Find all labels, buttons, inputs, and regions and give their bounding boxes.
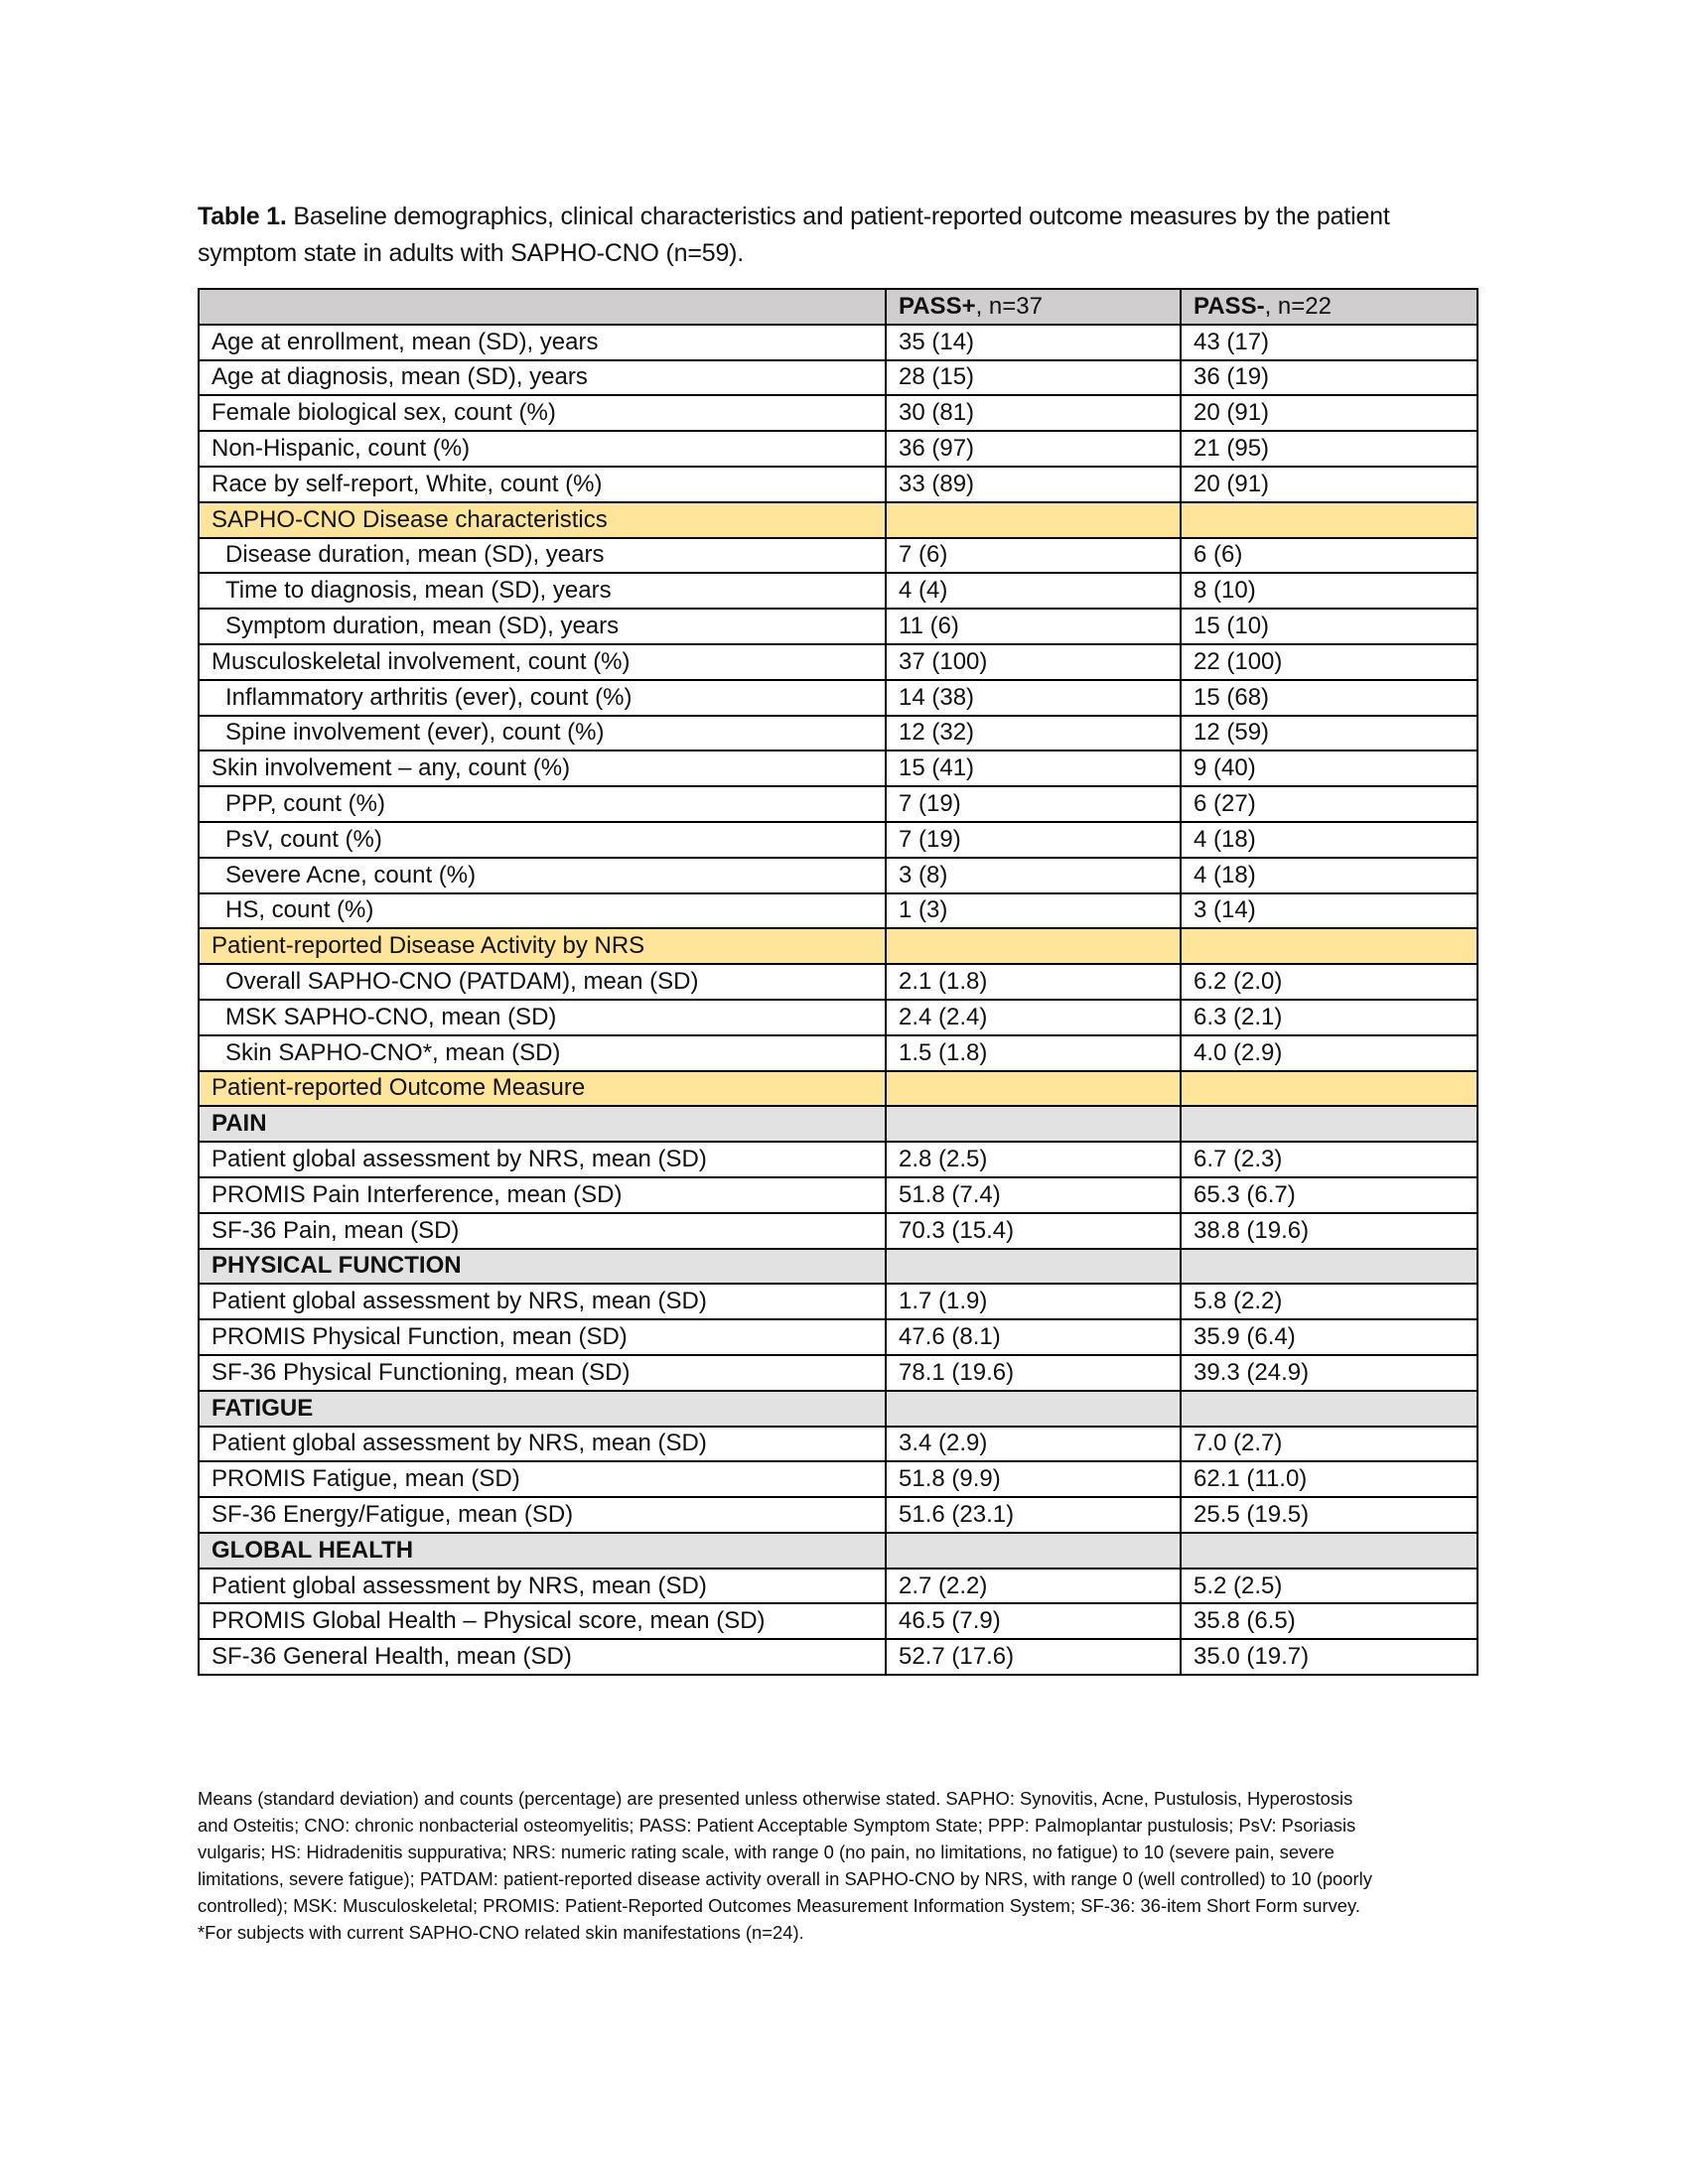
pass-neg-cell <box>1181 502 1477 538</box>
pass-pos-cell: 52.7 (17.6) <box>886 1639 1181 1675</box>
pass-pos-cell: 30 (81) <box>886 395 1181 431</box>
row-label-cell: SF-36 Energy/Fatigue, mean (SD) <box>199 1497 886 1533</box>
row-label-cell: Inflammatory arthritis (ever), count (%) <box>199 680 886 716</box>
row-label-cell: FATIGUE <box>199 1391 886 1427</box>
row-label-cell: GLOBAL HEALTH <box>199 1533 886 1569</box>
pass-neg-cell <box>1181 1106 1477 1142</box>
section-header-row <box>199 502 1477 538</box>
header-cell-pass-pos <box>886 289 1181 325</box>
table-row <box>199 573 1477 609</box>
row-label-cell: Female biological sex, count (%) <box>199 395 886 431</box>
pass-neg-cell: 4.0 (2.9) <box>1181 1035 1477 1071</box>
pass-neg-cell: 15 (68) <box>1181 680 1477 716</box>
row-label-cell: SF-36 Physical Functioning, mean (SD) <box>199 1355 886 1391</box>
pass-pos-cell <box>886 1533 1181 1569</box>
table-row <box>199 680 1477 716</box>
pass-pos-cell <box>886 1249 1181 1285</box>
row-label-cell: Patient global assessment by NRS, mean (SD) <box>199 1142 886 1177</box>
footnote-line: vulgaris; HS: Hidradenitis suppurativa; NRS: numeric rating scale, with range 0 (no pain, no limitations, no fatigue) to 10 (severe pain, severe <box>198 1842 1335 1862</box>
table-row <box>199 360 1477 396</box>
pass-pos-cell: 4 (4) <box>886 573 1181 609</box>
pass-pos-cell <box>886 1391 1181 1427</box>
caption-text: Baseline demographics, clinical characteristics and patient-reported outcome measures by the patient symptom state in adults with SAPHO-CNO (n=59). <box>198 203 1390 267</box>
row-label-cell: HS, count (%) <box>199 893 886 929</box>
table-row <box>199 609 1477 644</box>
header-pass-pos-n: , n=37 <box>975 292 1043 320</box>
pass-pos-cell: 14 (38) <box>886 680 1181 716</box>
table-row <box>199 1142 1477 1177</box>
pass-pos-cell: 12 (32) <box>886 716 1181 751</box>
pass-neg-cell: 21 (95) <box>1181 431 1477 467</box>
row-label-cell: Overall SAPHO-CNO (PATDAM), mean (SD) <box>199 964 886 1000</box>
pass-neg-cell: 20 (91) <box>1181 467 1477 502</box>
row-label-cell: Patient global assessment by NRS, mean (SD) <box>199 1569 886 1604</box>
footnote-line: and Osteitis; CNO: chronic nonbacterial osteomyelitis; PASS: Patient Acceptable Symptom State; PPP: Palmoplantar pustulosis; PsV: Psoriasis <box>198 1815 1356 1836</box>
pass-neg-cell: 12 (59) <box>1181 716 1477 751</box>
pass-neg-cell: 35.0 (19.7) <box>1181 1639 1477 1675</box>
table-row <box>199 1639 1477 1675</box>
pass-neg-cell: 35.8 (6.5) <box>1181 1603 1477 1639</box>
row-label-cell: Non-Hispanic, count (%) <box>199 431 886 467</box>
pass-neg-cell <box>1181 1533 1477 1569</box>
pass-pos-cell: 3 (8) <box>886 858 1181 893</box>
pass-pos-cell: 2.1 (1.8) <box>886 964 1181 1000</box>
pass-neg-cell: 6 (27) <box>1181 786 1477 822</box>
caption-label: Table 1. <box>198 203 287 230</box>
table-row <box>199 1497 1477 1533</box>
footnote-line: *For subjects with current SAPHO-CNO related skin manifestations (n=24). <box>198 1922 804 1943</box>
table-row <box>199 1035 1477 1071</box>
table-body <box>199 289 1477 1675</box>
pass-neg-cell: 4 (18) <box>1181 858 1477 893</box>
pass-pos-cell: 7 (6) <box>886 538 1181 574</box>
group-header-row <box>199 1106 1477 1142</box>
row-label-cell: MSK SAPHO-CNO, mean (SD) <box>199 1000 886 1035</box>
pass-neg-cell: 6.3 (2.1) <box>1181 1000 1477 1035</box>
table-row <box>199 751 1477 786</box>
row-label-cell: PsV, count (%) <box>199 822 886 858</box>
table-row <box>199 325 1477 360</box>
pass-pos-cell: 2.4 (2.4) <box>886 1000 1181 1035</box>
pass-pos-cell <box>886 1106 1181 1142</box>
header-pass-pos-bold: PASS+ <box>899 292 976 320</box>
pass-pos-cell: 7 (19) <box>886 786 1181 822</box>
header-cell-pass-neg <box>1181 289 1477 325</box>
group-header-row <box>199 1391 1477 1427</box>
pass-neg-cell: 6 (6) <box>1181 538 1477 574</box>
pass-pos-cell: 28 (15) <box>886 360 1181 396</box>
footnote-line: Means (standard deviation) and counts (percentage) are presented unless otherwise stated. SAPHO: Synovitis, Acne, Pustulosis, Hyperostosis <box>198 1788 1353 1809</box>
pass-neg-cell: 5.8 (2.2) <box>1181 1284 1477 1319</box>
table-row <box>199 1177 1477 1213</box>
footnote-line: controlled); MSK: Musculoskeletal; PROMIS: Patient-Reported Outcomes Measurement Information System; SF-36: 36-item Short Form survey. <box>198 1895 1360 1916</box>
table-row <box>199 431 1477 467</box>
pass-neg-cell: 9 (40) <box>1181 751 1477 786</box>
row-label-cell: SF-36 General Health, mean (SD) <box>199 1639 886 1675</box>
table-row <box>199 786 1477 822</box>
table-caption <box>198 199 1478 272</box>
pass-pos-cell: 15 (41) <box>886 751 1181 786</box>
header-pass-neg-n: , n=22 <box>1264 292 1332 320</box>
section-header-row <box>199 928 1477 964</box>
pass-neg-cell: 36 (19) <box>1181 360 1477 396</box>
pass-pos-cell: 78.1 (19.6) <box>886 1355 1181 1391</box>
row-label-cell: Symptom duration, mean (SD), years <box>199 609 886 644</box>
row-label-cell: SAPHO-CNO Disease characteristics <box>199 502 886 538</box>
table-row <box>199 1213 1477 1249</box>
pass-neg-cell: 35.9 (6.4) <box>1181 1319 1477 1355</box>
pass-pos-cell: 47.6 (8.1) <box>886 1319 1181 1355</box>
pass-neg-cell: 3 (14) <box>1181 893 1477 929</box>
row-label-cell: Musculoskeletal involvement, count (%) <box>199 644 886 680</box>
table-row <box>199 538 1477 574</box>
pass-pos-cell <box>886 1071 1181 1107</box>
table-header-row <box>199 289 1477 325</box>
pass-neg-cell: 65.3 (6.7) <box>1181 1177 1477 1213</box>
pass-neg-cell: 4 (18) <box>1181 822 1477 858</box>
table-row <box>199 1569 1477 1604</box>
pass-pos-cell: 2.8 (2.5) <box>886 1142 1181 1177</box>
pass-pos-cell: 2.7 (2.2) <box>886 1569 1181 1604</box>
pass-pos-cell: 70.3 (15.4) <box>886 1213 1181 1249</box>
pass-pos-cell: 35 (14) <box>886 325 1181 360</box>
pass-pos-cell: 33 (89) <box>886 467 1181 502</box>
header-cell-label <box>199 289 886 325</box>
pass-neg-cell: 7.0 (2.7) <box>1181 1427 1477 1462</box>
row-label-cell: Skin SAPHO-CNO*, mean (SD) <box>199 1035 886 1071</box>
row-label-cell: Patient-reported Disease Activity by NRS <box>199 928 886 964</box>
table-row <box>199 893 1477 929</box>
pass-neg-cell: 38.8 (19.6) <box>1181 1213 1477 1249</box>
footnote-line: limitations, severe fatigue); PATDAM: patient-reported disease activity overall in SAPHO-CNO by NRS, with range 0 (well controlled) to 10 (poorly <box>198 1868 1372 1889</box>
pass-pos-cell: 36 (97) <box>886 431 1181 467</box>
pass-pos-cell: 7 (19) <box>886 822 1181 858</box>
table-row <box>199 1284 1477 1319</box>
row-label-cell: PPP, count (%) <box>199 786 886 822</box>
header-pass-neg-bold: PASS- <box>1194 292 1265 320</box>
baseline-table <box>198 288 1478 1676</box>
pass-neg-cell: 6.2 (2.0) <box>1181 964 1477 1000</box>
table-row <box>199 716 1477 751</box>
table-row <box>199 644 1477 680</box>
pass-pos-cell: 3.4 (2.9) <box>886 1427 1181 1462</box>
pass-neg-cell: 8 (10) <box>1181 573 1477 609</box>
row-label-cell: SF-36 Pain, mean (SD) <box>199 1213 886 1249</box>
row-label-cell: Race by self-report, White, count (%) <box>199 467 886 502</box>
table-row <box>199 1000 1477 1035</box>
table-row <box>199 858 1477 893</box>
pass-pos-cell: 46.5 (7.9) <box>886 1603 1181 1639</box>
table-row <box>199 1427 1477 1462</box>
group-header-row <box>199 1533 1477 1569</box>
pass-pos-cell: 1 (3) <box>886 893 1181 929</box>
row-label-cell: Severe Acne, count (%) <box>199 858 886 893</box>
row-label-cell: PROMIS Pain Interference, mean (SD) <box>199 1177 886 1213</box>
row-label-cell: PROMIS Physical Function, mean (SD) <box>199 1319 886 1355</box>
row-label-cell: Patient global assessment by NRS, mean (SD) <box>199 1284 886 1319</box>
pass-neg-cell <box>1181 1071 1477 1107</box>
pass-pos-cell: 37 (100) <box>886 644 1181 680</box>
pass-neg-cell: 20 (91) <box>1181 395 1477 431</box>
row-label-cell: PROMIS Global Health – Physical score, mean (SD) <box>199 1603 886 1639</box>
pass-pos-cell: 1.5 (1.8) <box>886 1035 1181 1071</box>
row-label-cell: PHYSICAL FUNCTION <box>199 1249 886 1285</box>
table-row <box>199 467 1477 502</box>
row-label-cell: Patient global assessment by NRS, mean (SD) <box>199 1427 886 1462</box>
pass-neg-cell: 25.5 (19.5) <box>1181 1497 1477 1533</box>
pass-pos-cell <box>886 928 1181 964</box>
pass-neg-cell <box>1181 1249 1477 1285</box>
pass-neg-cell: 15 (10) <box>1181 609 1477 644</box>
row-label-cell: Spine involvement (ever), count (%) <box>199 716 886 751</box>
pass-pos-cell: 51.6 (23.1) <box>886 1497 1181 1533</box>
table-row <box>199 1319 1477 1355</box>
row-label-cell: Time to diagnosis, mean (SD), years <box>199 573 886 609</box>
table-row <box>199 1603 1477 1639</box>
row-label-cell: Age at diagnosis, mean (SD), years <box>199 360 886 396</box>
table-row <box>199 1355 1477 1391</box>
table-row <box>199 1461 1477 1497</box>
pass-neg-cell: 43 (17) <box>1181 325 1477 360</box>
pass-pos-cell: 11 (6) <box>886 609 1181 644</box>
row-label-cell: Age at enrollment, mean (SD), years <box>199 325 886 360</box>
group-header-row <box>199 1249 1477 1285</box>
pass-neg-cell <box>1181 928 1477 964</box>
pass-neg-cell <box>1181 1391 1477 1427</box>
pass-neg-cell: 22 (100) <box>1181 644 1477 680</box>
pass-pos-cell: 51.8 (9.9) <box>886 1461 1181 1497</box>
table-footnote <box>198 1785 1478 1946</box>
section-header-row <box>199 1071 1477 1107</box>
row-label-cell: Disease duration, mean (SD), years <box>199 538 886 574</box>
pass-neg-cell: 62.1 (11.0) <box>1181 1461 1477 1497</box>
pass-pos-cell: 1.7 (1.9) <box>886 1284 1181 1319</box>
row-label-cell: PAIN <box>199 1106 886 1142</box>
table-row <box>199 822 1477 858</box>
table-row <box>199 395 1477 431</box>
table-row <box>199 964 1477 1000</box>
row-label-cell: Patient-reported Outcome Measure <box>199 1071 886 1107</box>
row-label-cell: PROMIS Fatigue, mean (SD) <box>199 1461 886 1497</box>
pass-neg-cell: 5.2 (2.5) <box>1181 1569 1477 1604</box>
pass-pos-cell: 51.8 (7.4) <box>886 1177 1181 1213</box>
row-label-cell: Skin involvement – any, count (%) <box>199 751 886 786</box>
pass-neg-cell: 39.3 (24.9) <box>1181 1355 1477 1391</box>
pass-neg-cell: 6.7 (2.3) <box>1181 1142 1477 1177</box>
pass-pos-cell <box>886 502 1181 538</box>
